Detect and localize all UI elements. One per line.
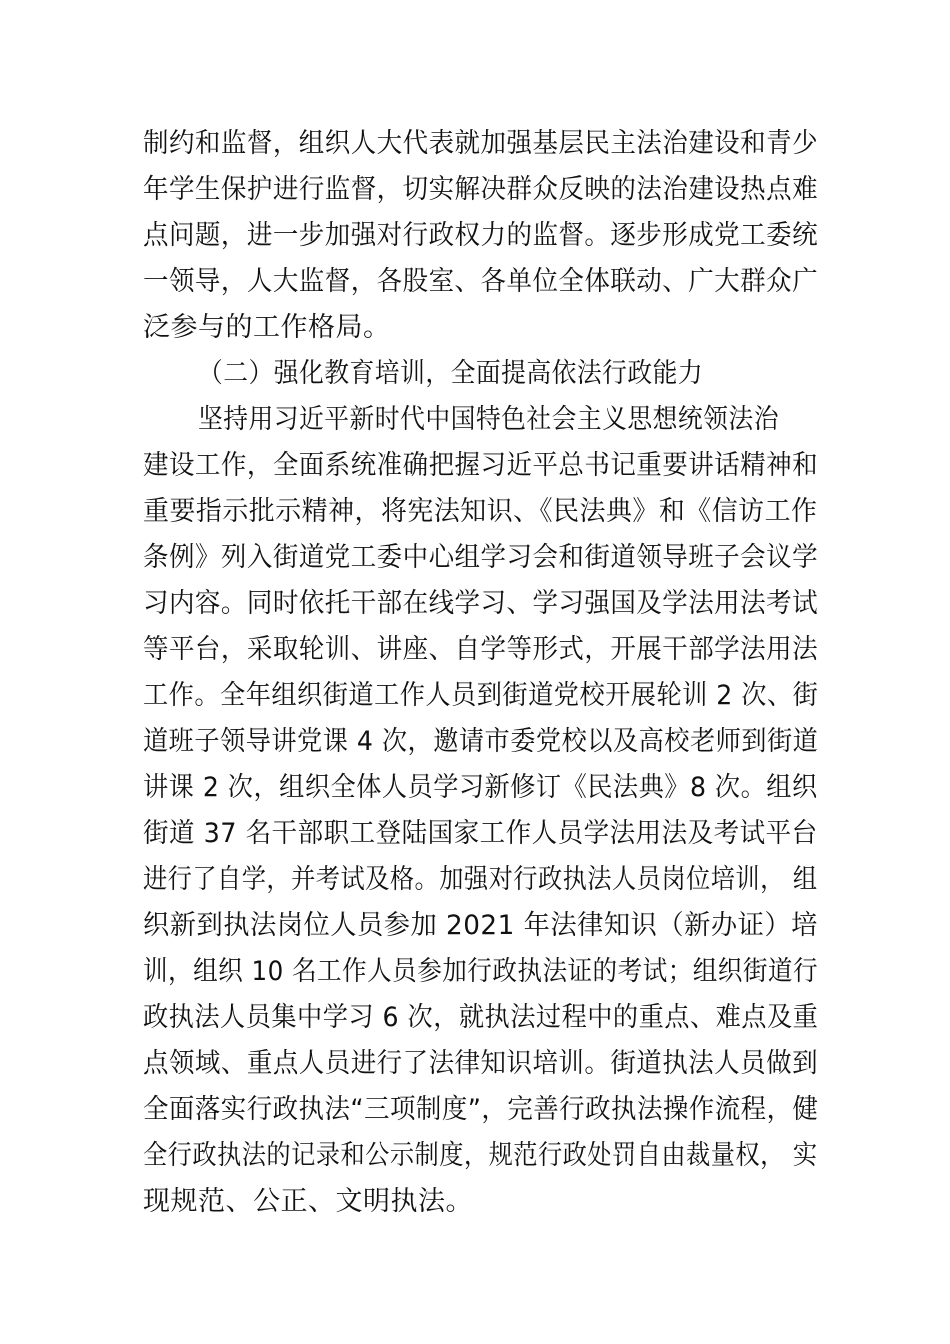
paragraph-line: 重要指示批示精神，将宪法知识、《民法典》和《信访工作 (143, 496, 818, 527)
paragraph-line: 政执法人员集中学习 6 次，就执法过程中的重点、难点及重 (143, 1002, 819, 1033)
paragraph-line: 全面落实行政执法“三项制度”，完善行政执法操作流程，健 (143, 1094, 819, 1125)
paragraph-line: 习内容。同时依托干部在线学习、学习强国及学法用法考试 (143, 588, 819, 619)
paragraph-line: 进行了自学，并考试及格。加强对行政执法人员岗位培训， 组 (143, 864, 818, 895)
paragraph-line: 泛参与的工作格局。 (143, 312, 391, 343)
paragraph-line: 训，组织 10 名工作人员参加行政执法证的考试；组织街道行 (143, 956, 819, 987)
section-heading: （二）强化教育培训，全面提高依法行政能力 (198, 358, 704, 389)
paragraph-line: 点领域、重点人员进行了法律知识培训。街道执法人员做到 (143, 1048, 819, 1079)
paragraph-line: 建设工作，全面系统准确把握习近平总书记重要讲话精神和 (143, 450, 819, 481)
paragraph-line: 条例》列入街道党工委中心组学习会和街道领导班子会议学 (143, 542, 819, 573)
paragraph-line: 道班子领导讲党课 4 次，邀请市委党校以及高校老师到街道 (143, 726, 819, 757)
paragraph-line: 点问题，进一步加强对行政权力的监督。逐步形成党工委统 (143, 220, 819, 251)
paragraph-line: 等平台，采取轮训、讲座、自学等形式，开展干部学法用法 (143, 634, 819, 665)
paragraph-line: 讲课 2 次，组织全体人员学习新修订《民法典》8 次。组织 (143, 772, 818, 803)
paragraph-line: 坚持用习近平新时代中国特色社会主义思想统领法治 (198, 404, 779, 435)
paragraph-line: 工作。全年组织街道工作人员到街道党校开展轮训 2 次、街 (143, 680, 819, 711)
paragraph-line: 一领导，人大监督，各股室、各单位全体联动、广大群众广 (143, 266, 819, 297)
paragraph-line: 现规范、公正、文明执法。 (143, 1186, 473, 1217)
paragraph-line: 全行政执法的记录和公示制度，规范行政处罚自由裁量权， 实 (143, 1140, 818, 1171)
paragraph-line: 制约和监督，组织人大代表就加强基层民主法治建设和青少 (143, 128, 819, 159)
paragraph-line: 年学生保护进行监督，切实解决群众反映的法治建设热点难 (143, 174, 819, 205)
paragraph-line: 街道 37 名干部职工登陆国家工作人员学法用法及考试平台 (143, 818, 818, 849)
paragraph-line: 织新到执法岗位人员参加 2021 年法律知识（新办证）培 (143, 910, 818, 941)
